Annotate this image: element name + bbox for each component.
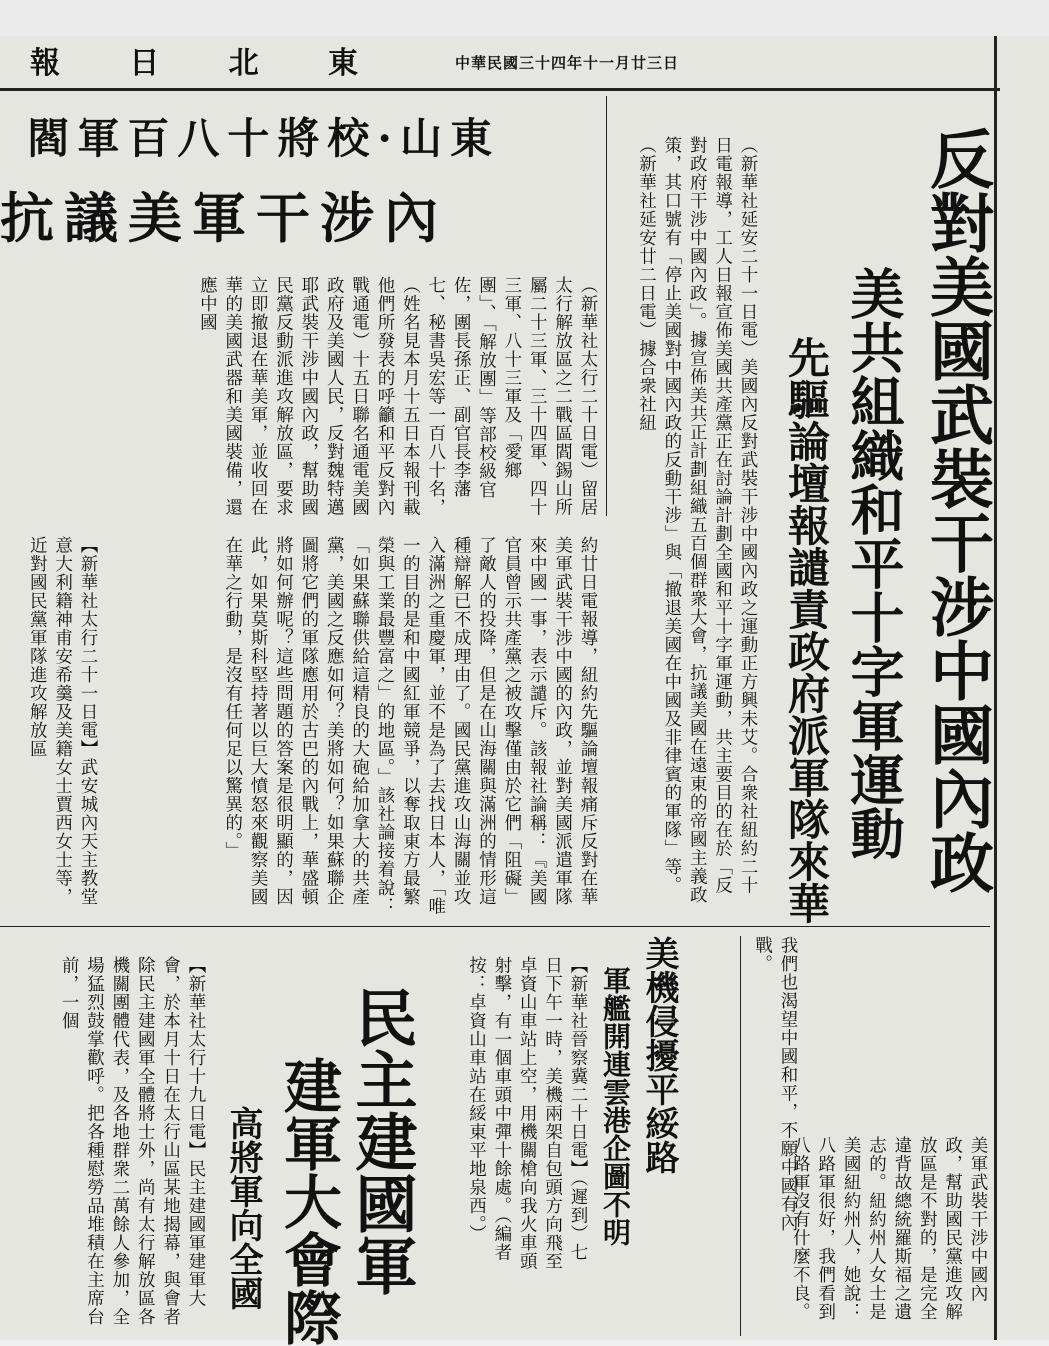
masthead-date: 中華民國三十四年十一月廿三日	[455, 54, 680, 72]
masthead-char: 日	[129, 46, 162, 81]
article-main-continued: 我們也渴望中國和平，不願中國有內戰。	[752, 936, 798, 1232]
article-plane-body: 【新華社晉察冀二十日電】（遲到）七日下午一時，美機兩架自包頭方向飛至卓資山車站上空，用機關槍向我火車頭射擊，有一個車頭中彈十餘處。（編者按：卓資山車站在綏東平地泉西。）	[466, 956, 588, 1271]
subhead-main: 美共組織和平十字軍運動	[842, 266, 906, 860]
top-margin	[0, 0, 1049, 36]
headline-army: 民主建國軍	[345, 986, 418, 1296]
masthead-name	[30, 40, 360, 80]
headline-shandong-horizontal: 閻軍百八十將校·山東	[27, 114, 500, 163]
subhead-shandong-horizontal: 抗議美軍干涉內	[0, 186, 448, 250]
masthead-rule	[0, 88, 1000, 91]
article-forum-body: 約廿日電報導，紐約先驅論壇報痛斥反對在華美軍武裝干涉中國的內政，並對美國派遣軍隊來中國一事，表示譴斥。該報社論稱：『美國官員曾示共產黨之被攻擊僅由於它們「阻礙」了敵人的投降，但是在山海關與滿洲的情形這種辯解已不成理由了。國民黨進攻山海關並攻入滿洲之重慶軍，並不是為了去找日本人，「唯一的目的是和中國紅軍競爭，以奪取東方最繁榮與工業最豐富之」的地區。」該社論接着說：「如果蘇聯供給這精良的大砲給加拿大的共產黨，美國之反應如何？美將如何？如果蘇聯企圖將它們的軍隊應用於古巴的內戰上，華盛頓將如何辦呢？這些問題的答案是很明顯的，因此，如果莫斯科堅持著以巨大憤怒來觀察美國在華之行動，是沒有任何足以驚異的。」	[222, 536, 598, 916]
article-main-body: （新華社延安二十一日電）美國內反對武裝干涉中國內政之運動正方興未艾。合衆社紐約二十日電報導，工人日報宣佈美國共產黨正在討論計劃全國和平十字軍運動，共主要目的在於「反對政府干涉中國內政」。據宣佈美共正計劃組織五百個群衆大會，抗議美國在遠東的帝國主義政策，其口號有「停止美國對中國內政的反動干涉」與「撤退美國在中國及非律賓的軍隊」等。（新華社延安廿二日電）據合衆社紐	[636, 136, 758, 905]
section-rule	[0, 926, 990, 927]
subhead-forum: 先驅論壇報譴責政府派軍隊來華	[782, 336, 831, 924]
column-rule	[994, 36, 997, 1340]
article-army-body: 【新華社太行十九日電】民主建國軍建軍大會，於本月十日在太行山區某地揭幕，與會者除民主建國軍全體將士外，尚有太行解放區各機關團體代表，及各地群衆二萬餘人參加，全場猛烈鼓掌歡呼。把各種慰勞品堆積在主席台前，一個	[59, 956, 206, 1326]
article-forum-sign: 【新華社太行二十一日電】武安城內天主教堂意大利籍神甫安希羹及美籍女士賈西女士等，近對國民黨軍隊進攻解放區	[27, 536, 98, 906]
subhead-plane: 軍艦開連雲港企圖不明	[599, 966, 632, 1246]
masthead-char: 北	[228, 46, 261, 81]
headline-plane: 美機侵擾平綏路	[639, 936, 679, 1174]
article-right-edge-body: 美軍武裝干涉中國內政，幫助國民黨進攻解放區是不對的，是完全違背故總統羅斯福之遺志的。紐約州人女士是美國紐約州人，她說：八路軍很好，我們看到八路軍沒有什麼不良。	[790, 1136, 988, 1321]
subhead-army-2: 高將軍向全國	[223, 1106, 263, 1310]
article-shandong-body: （新華社太行二十日電）留居太行解放區之二戰區閻錫山所屬二十三軍、三十四軍、四十三軍、八十三軍及「愛鄉團」、「解放團」等部校級官佐，團長孫正、副官長李藩七、秘書吳宏等一百八十名，（姓名見本月十五日本報刊載他們所發表的呼籲和平反對內戰通電）十五日聯名通電美國政府及美國人民，反對魏特邁耶武裝干涉中國內政，幫助國民黨反動派進攻解放區，要求立即撤退在華美軍，並收回在華的美國武器和美國裝備，還應中國	[197, 276, 598, 517]
subhead-army: 建軍大會際	[274, 1056, 342, 1346]
masthead-char: 報	[30, 46, 62, 81]
headline-main: 反對美國武裝干涉中國內政	[919, 126, 994, 894]
column-rule	[606, 96, 607, 516]
newspaper-page	[0, 36, 1049, 1346]
masthead-char: 東	[327, 46, 360, 81]
